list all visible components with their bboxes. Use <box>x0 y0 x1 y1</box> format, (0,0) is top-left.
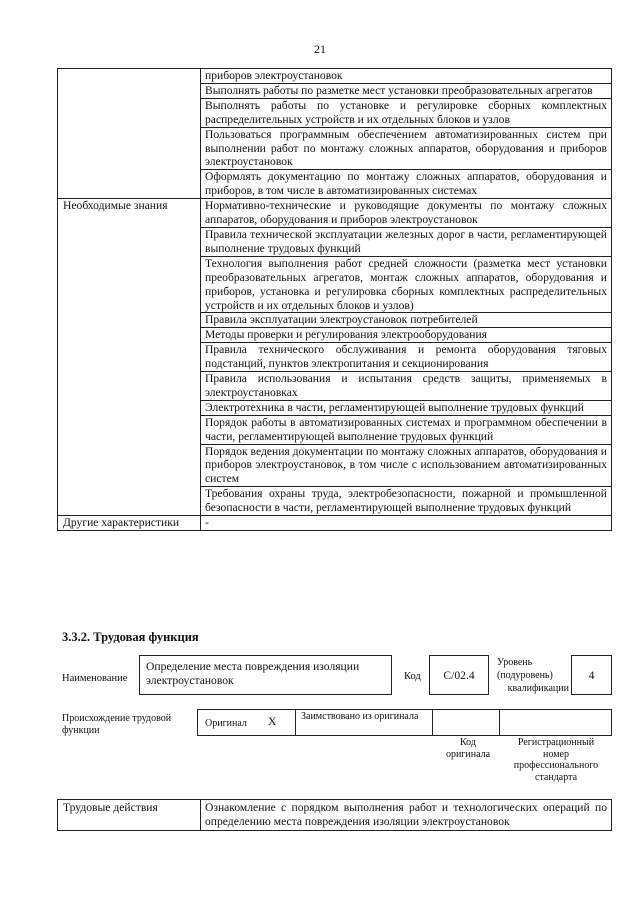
other-characteristics-label: Другие характеристики <box>58 516 201 531</box>
skill-row: Выполнять работы по разметке мест установки преобразовательных агрегатов <box>201 83 612 98</box>
name-label: Наименование <box>62 673 128 684</box>
origin-label: Происхождение трудовой функции <box>62 713 172 736</box>
reg-number-label: Регистрационный номер профессионального стандарта <box>513 737 599 783</box>
other-characteristics-value: - <box>201 516 612 531</box>
knowledge-row: Электротехника в части, регламентирующей выполнение трудовых функций <box>201 400 612 415</box>
knowledge-skills-table <box>57 68 612 531</box>
reg-number-cell <box>499 709 612 736</box>
original-label: Оригинал <box>205 718 247 729</box>
labor-actions-label: Трудовые действия <box>58 800 201 831</box>
level-label-line: (подуровень) <box>497 670 553 681</box>
skill-row: приборов электроустановок <box>201 69 612 84</box>
level-value: 4 <box>571 655 612 695</box>
original-mark: X <box>268 715 277 728</box>
skill-row: Пользоваться программным обеспечением автоматизированных систем при выполнении работ по монтажу сложных аппаратов, оборудования и приборов электроустановок <box>201 127 612 170</box>
borrowed-label: Заимствовано из оригинала <box>295 709 433 736</box>
table-row <box>58 69 612 84</box>
knowledge-row: Технология выполнения работ средней сложности (разметка мест установки преобразовательных агрегатов, монтаж сложных аппаратов, оборудования и приборов, установка и регулировка сборных комплектных распределительных устройств и их отдельных блоков и узлов) <box>201 256 612 313</box>
skill-row: Выполнять работы по установке и регулировке сборных комплектных распределительных устройств и их отдельных блоков и узлов <box>201 98 612 127</box>
table-row <box>58 199 612 228</box>
skills-label-cell <box>58 69 201 199</box>
knowledge-row: Порядок ведения документации по монтажу сложных аппаратов, оборудования и приборов электроустановок, в том числе с использованием автоматизированных систем <box>201 444 612 487</box>
table-row <box>58 800 612 831</box>
labor-actions-table <box>57 799 612 831</box>
section-heading: 3.3.2. Трудовая функция <box>62 630 199 644</box>
knowledge-row: Методы проверки и регулирования электрооборудования <box>201 328 612 343</box>
knowledge-label: Необходимые знания <box>58 199 201 516</box>
level-label-line: Уровень <box>497 657 533 668</box>
code-label: Код <box>404 671 421 682</box>
code-value: C/02.4 <box>429 655 489 695</box>
skill-row: Оформлять документацию по монтажу сложных аппаратов, оборудования и приборов, в том числе в автоматизированных системах <box>201 170 612 199</box>
knowledge-row: Нормативно-технические и руководящие документы по монтажу сложных аппаратов, оборудования и приборов электроустановок <box>201 199 612 228</box>
level-label <box>497 656 569 695</box>
name-value: Определение места повреждения изоляции электроустановок <box>139 655 392 695</box>
knowledge-row: Правила технической эксплуатации железных дорог в части, регламентирующей выполнение трудовых функций <box>201 227 612 256</box>
knowledge-row: Правила использования и испытания средств защиты, применяемых в электроустановках <box>201 372 612 401</box>
knowledge-row: Порядок работы в автоматизированных системах и программном обеспечении в части, регламентирующей выполнение трудовых функций <box>201 415 612 444</box>
level-label-line: квалификации <box>507 683 569 694</box>
page-number: 21 <box>314 42 326 56</box>
knowledge-row: Правила эксплуатации электроустановок потребителей <box>201 313 612 328</box>
knowledge-row: Правила технического обслуживания и ремонта оборудования тяговых подстанций, пунктов электропитания и секционирования <box>201 343 612 372</box>
labor-actions-value: Ознакомление с порядком выполнения работ и технологических операций по определению места повреждения изоляции электроустановок <box>201 800 612 831</box>
table-row <box>58 516 612 531</box>
code-original-label: Код оригинала <box>445 737 491 760</box>
code-original-cell <box>432 709 500 736</box>
original-cell <box>197 709 296 736</box>
knowledge-row: Требования охраны труда, электробезопасности, пожарной и промышленной безопасности в части, регламентирующей выполнение трудовых функций <box>201 487 612 516</box>
